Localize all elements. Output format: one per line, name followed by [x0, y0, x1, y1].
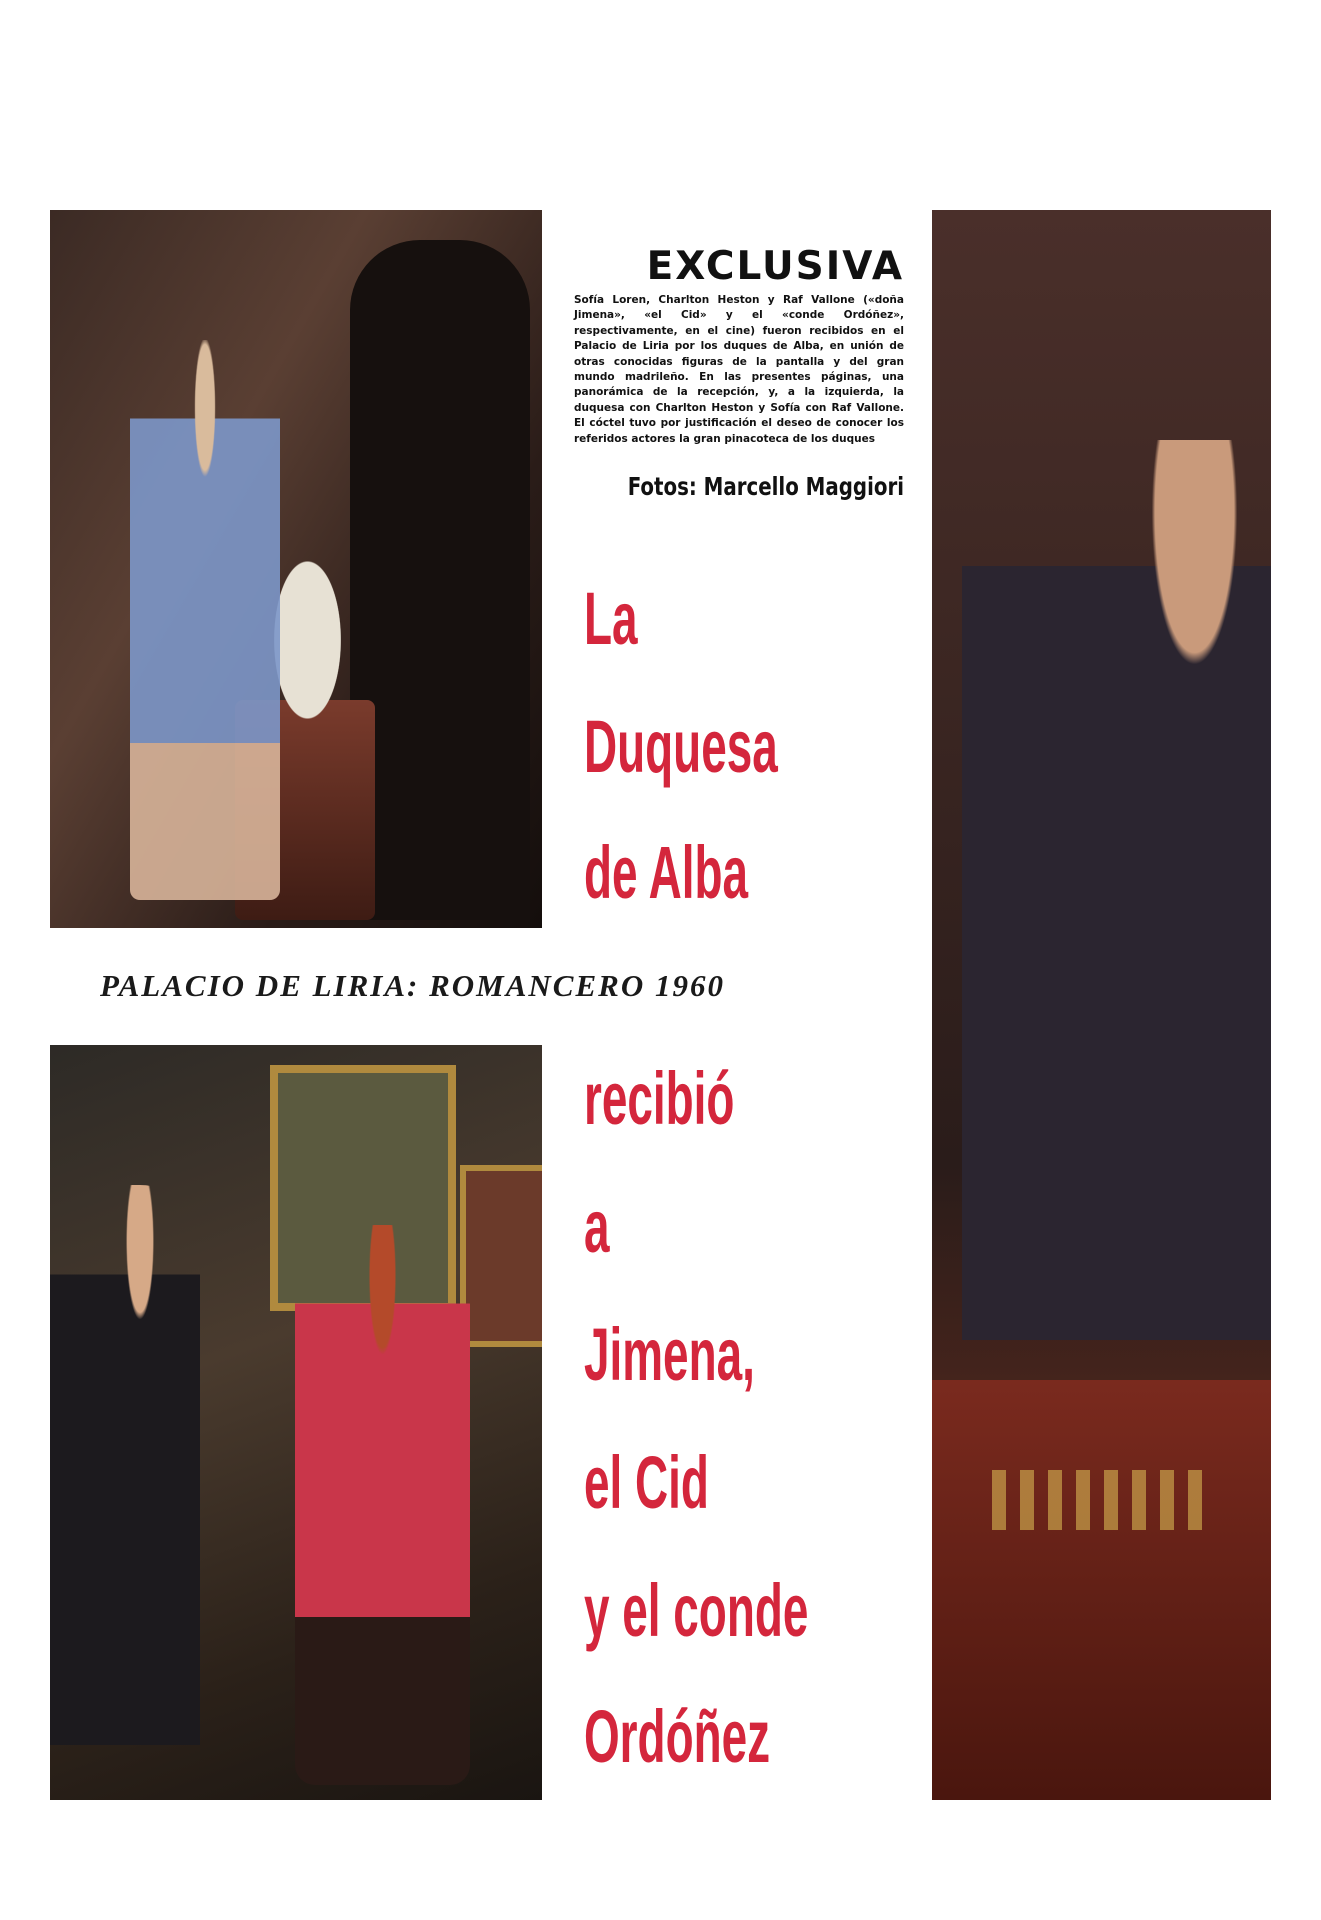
photo-sofia-with-raf [50, 1045, 542, 1800]
figure-woman-blue-dress [130, 340, 280, 900]
figure-desk [932, 1380, 1271, 1800]
headline-line: La [584, 577, 638, 660]
photo-reception-panorama [932, 210, 1271, 1800]
headline-line: de Alba [584, 831, 749, 914]
headline-line: y el conde [584, 1569, 809, 1652]
headline-line: el Cid [584, 1441, 709, 1524]
figure-man-suit [350, 240, 530, 920]
intro-text: Sofía Loren, Charlton Heston y Raf Vallone («doña Jimena», «el Cid» y el «conde Ordóñez», respectivamente, en el cine) fueron recibidos en el Palacio de Liria por los duques de Alba, en unión de otras conocidas figuras de la pantalla y del gran mundo madrileño. En las presentes páginas, una panorámica de la recepción, y, a la izquierda, la duquesa con Charlton Heston y Sofía con Raf Vallone. El cóctel tuvo por justificación el deseo de conocer los referidos actores la gran pinacoteca de los duques [574, 294, 904, 445]
section-title: PALACIO DE LIRIA: ROMANCERO 1960 [100, 968, 725, 1003]
figure-woman-red-dress [295, 1225, 470, 1785]
photo-duchess-reception [50, 210, 542, 928]
figure-man-suit [962, 440, 1271, 1340]
photo-credit: Fotos: Marcello Maggiori [627, 472, 904, 501]
figure-ornament [992, 1470, 1212, 1530]
headline-line: Ordóñez [584, 1695, 771, 1778]
headline-line: Duquesa [584, 705, 778, 788]
kicker: EXCLUSIVA [646, 244, 904, 289]
figure-man-suit [50, 1185, 200, 1745]
headline-line: recibió [584, 1057, 735, 1140]
figure-painting-small [460, 1165, 542, 1347]
headline-line: a [584, 1185, 610, 1268]
headline-line: Jimena, [584, 1313, 755, 1396]
